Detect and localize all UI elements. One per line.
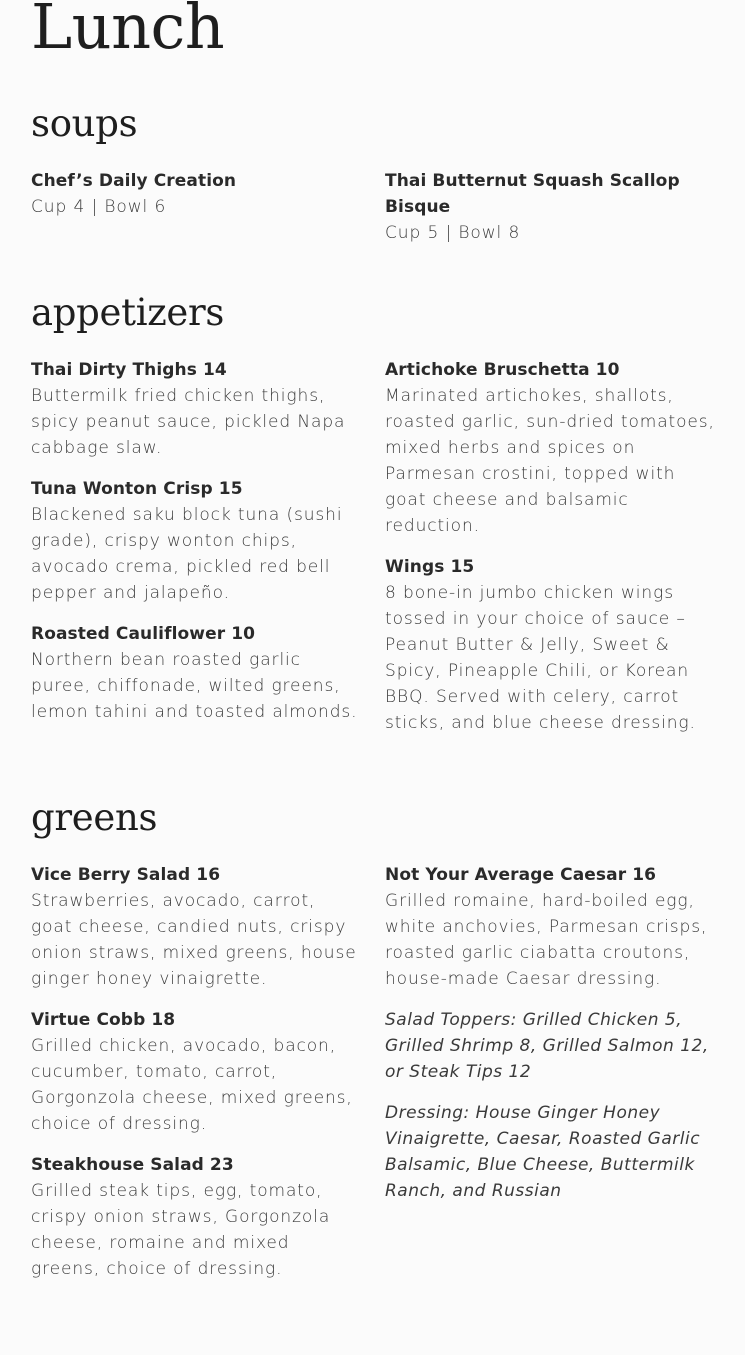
section-soups [31,102,721,243]
soups-right-column [385,168,721,261]
item-description: Grilled steak tips, egg, tomato, crispy onion straws, Gorgonzola cheese, romaine and mixed greens, choice of dressing. [31,1181,331,1279]
item-name: Thai Butternut Squash Scallop Bisque [385,171,680,217]
item-name: Vice Berry Salad 16 [31,865,221,885]
menu-item [385,168,721,246]
soups-left-column [31,168,361,235]
item-description: 8 bone-in jumbo chicken wings tossed in your choice of sauce – Peanut Butter & Jelly, Sweet & Spicy, Pineapple Chili, or Korean BBQ. Served with celery, carrot sticks, and blue cheese dressing. [385,583,696,733]
menu-item [31,1152,361,1282]
menu-item [31,621,361,725]
section-greens [31,796,721,1279]
dressing-note: Dressing: House Ginger Honey Vinaigrette, Caesar, Roasted Garlic Balsamic, Blue Cheese, Buttermilk Ranch, and Russian [385,1103,701,1201]
item-name: Wings 15 [385,557,475,577]
item-description: Northern bean roasted garlic puree, chiffonade, wilted greens, lemon tahini and toasted almonds. [31,650,358,722]
menu-item [31,1007,361,1137]
menu-item [385,357,721,539]
item-name: Virtue Cobb 18 [31,1010,176,1030]
item-description: Strawberries, avocado, carrot, goat cheese, candied nuts, crispy onion straws, mixed greens, house ginger honey vinaigrette. [31,891,357,989]
item-description: Grilled chicken, avocado, bacon, cucumber, tomato, carrot, Gorgonzola cheese, mixed greens, choice of dressing. [31,1036,353,1134]
menu-item [31,862,361,992]
page-title: Lunch [31,0,225,63]
section-title-soups: soups [31,102,138,145]
item-name: Not Your Average Caesar 16 [385,865,657,885]
section-title-appetizers: appetizers [31,291,225,334]
menu-item [31,168,361,220]
menu-item [31,476,361,606]
greens-right-column [385,862,721,1219]
appetizers-left-column [31,357,361,740]
item-description: Buttermilk fried chicken thighs, spicy peanut sauce, pickled Napa cabbage slaw. [31,386,346,458]
salad-toppers-note: Salad Toppers: Grilled Chicken 5, Grilled Shrimp 8, Grilled Salmon 12, or Steak Tips 12 [385,1010,709,1082]
item-price: Cup 4 | Bowl 6 [31,197,167,217]
item-name: Roasted Cauliflower 10 [31,624,256,644]
item-name: Chef’s Daily Creation [31,171,237,191]
item-name: Thai Dirty Thighs 14 [31,360,227,380]
section-title-greens: greens [31,796,158,839]
item-description: Blackened saku block tuna (sushi grade), crispy wonton chips, avocado crema, pickled red bell pepper and jalapeño. [31,505,343,603]
menu-item [385,862,721,992]
item-price: Cup 5 | Bowl 8 [385,223,521,243]
item-description: Grilled romaine, hard-boiled egg, white anchovies, Parmesan crisps, roasted garlic ciabatta croutons, house-made Caesar dressing. [385,891,708,989]
menu-item [31,357,361,461]
item-name: Steakhouse Salad 23 [31,1155,234,1175]
item-name: Tuna Wonton Crisp 15 [31,479,243,499]
menu-item [385,554,721,736]
item-name: Artichoke Bruschetta 10 [385,360,620,380]
greens-left-column [31,862,361,1297]
section-appetizers [31,291,721,733]
appetizers-right-column [385,357,721,751]
item-description: Marinated artichokes, shallots, roasted garlic, sun-dried tomatoes, mixed herbs and spices on Parmesan crostini, topped with goat cheese and balsamic reduction. [385,386,715,536]
